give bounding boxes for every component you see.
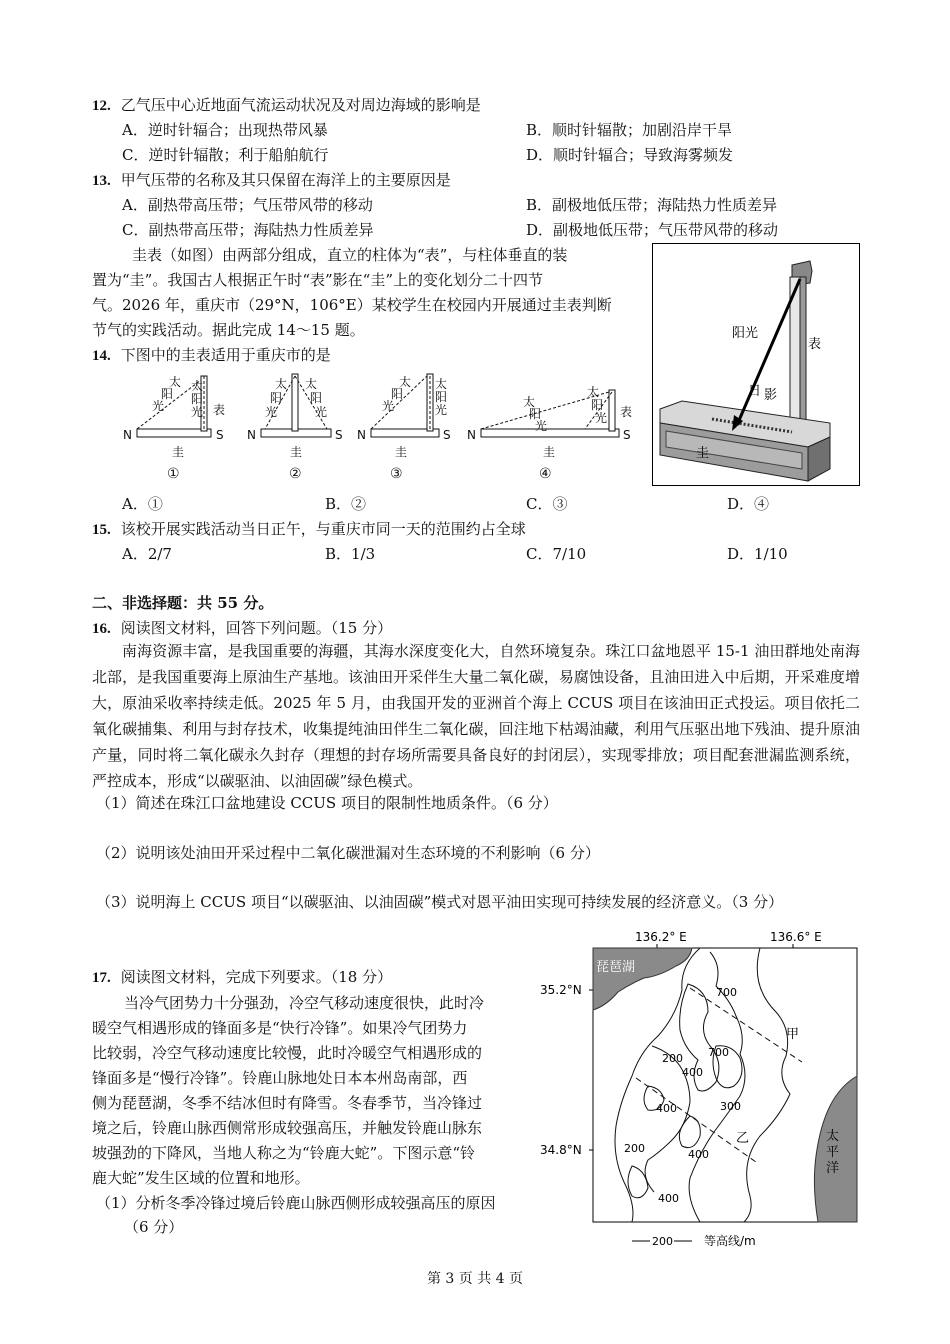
diagram-4 bbox=[467, 384, 632, 482]
svg-text:太: 太 bbox=[399, 375, 412, 389]
lat-label-1: 35.2°N bbox=[540, 983, 582, 997]
q12-option-b: B．顺时针辐散；加剧沿岸干旱 bbox=[526, 121, 733, 139]
q12-option-d: D．顺时针辐合；导致海雾频发 bbox=[526, 146, 734, 164]
q14-diagrams bbox=[115, 366, 650, 488]
q14-number: 14. bbox=[92, 348, 111, 364]
page-footer: 第 3 页 共 4 页 bbox=[426, 1271, 524, 1287]
svg-text:300: 300 bbox=[720, 1100, 741, 1113]
svg-text:太: 太 bbox=[169, 375, 182, 389]
svg-text:光: 光 bbox=[595, 411, 608, 425]
svg-text:等高线/m: 等高线/m bbox=[704, 1234, 756, 1248]
diagram-label-2: ② bbox=[289, 466, 302, 482]
svg-text:阳: 阳 bbox=[270, 391, 283, 405]
svg-text:N: N bbox=[123, 428, 132, 442]
q17-material-line-8: 鹿大蛇”发生区域的位置和地形。 bbox=[92, 1169, 310, 1187]
svg-text:200: 200 bbox=[652, 1235, 673, 1248]
lon-label-2: 136.6° E bbox=[770, 930, 822, 944]
q15-option-b: B．1/3 bbox=[325, 545, 376, 563]
svg-text:阳: 阳 bbox=[435, 390, 448, 404]
svg-text:阳: 阳 bbox=[191, 392, 204, 406]
svg-text:阳: 阳 bbox=[591, 398, 604, 412]
q16-sub-1: （1）简述在珠江口盆地建设 CCUS 项目的限制性地质条件。（6 分） bbox=[96, 794, 558, 812]
q12-option-c: C．逆时针辐散；利于船舶航行 bbox=[122, 146, 329, 164]
svg-text:200: 200 bbox=[624, 1142, 645, 1155]
q13-option-c: C．副热带高压带；海陆热力性质差异 bbox=[122, 221, 374, 239]
guibiao-intro-line-1: 圭表（如图）由两部分组成，直立的柱体为“表”，与柱体垂直的装 bbox=[132, 246, 568, 264]
q14-text: 下图中的圭表适用于重庆市的是 bbox=[120, 346, 331, 364]
guibiao-intro-line-3: 气。2026 年，重庆市（29°N，106°E）某校学生在校园内开展通过圭表判断 bbox=[92, 296, 612, 314]
q13-text: 甲气压带的名称及其只保留在海洋上的主要原因是 bbox=[120, 171, 451, 189]
gui-label: 圭 bbox=[696, 446, 710, 461]
q15-option-a: A．2/7 bbox=[122, 545, 172, 563]
svg-text:圭: 圭 bbox=[395, 445, 408, 459]
svg-text:表: 表 bbox=[213, 403, 226, 417]
q13-option-d: D．副极地低压带；气压带风带的移动 bbox=[526, 221, 779, 239]
svg-text:S: S bbox=[216, 428, 224, 442]
svg-text:400: 400 bbox=[656, 1102, 677, 1115]
q16-stem bbox=[92, 617, 392, 638]
q14-option-b: B．② bbox=[325, 495, 367, 513]
svg-text:圭: 圭 bbox=[172, 445, 185, 459]
q17-material-line-2: 暖空气相遇形成的锋面多是“快行冷锋”。如果冷气团势力 bbox=[92, 1019, 468, 1037]
guibiao-figure bbox=[652, 243, 860, 486]
q17-material-line-4: 锋面多是“慢行冷锋”。铃鹿山脉地处日本本州岛南部，西 bbox=[92, 1069, 468, 1087]
lat-label-2: 34.8°N bbox=[540, 1143, 582, 1157]
q15-option-c: C．7/10 bbox=[526, 545, 587, 563]
svg-text:圭: 圭 bbox=[543, 445, 556, 459]
jia-label: 甲 bbox=[786, 1027, 800, 1042]
svg-text:光: 光 bbox=[435, 403, 448, 417]
yi-label: 乙 bbox=[736, 1131, 750, 1146]
q14-stem bbox=[92, 344, 331, 365]
svg-text:阳: 阳 bbox=[529, 407, 542, 421]
svg-text:S: S bbox=[623, 428, 631, 442]
q12-text: 乙气压中心近地面气流运动状况及对周边海域的影响是 bbox=[120, 96, 481, 114]
q15-option-d: D．1/10 bbox=[727, 545, 788, 563]
svg-text:N: N bbox=[357, 428, 366, 442]
svg-text:光: 光 bbox=[152, 399, 165, 413]
svg-text:阳: 阳 bbox=[391, 387, 404, 401]
lon-label-1: 136.2° E bbox=[635, 930, 687, 944]
q14-option-d: D．④ bbox=[727, 495, 770, 513]
svg-text:S: S bbox=[335, 428, 343, 442]
q14-option-c: C．③ bbox=[526, 495, 568, 513]
svg-text:700: 700 bbox=[708, 1046, 729, 1059]
q15-number: 15. bbox=[92, 522, 111, 538]
q16-material: 南海资源丰富，是我国重要的海疆，其海水深度变化大，自然环境复杂。珠江口盆地恩平 15-1 油田群地处南海北部，是我国重要海上原油生产基地。该油田开采伴生大量二氧化碳，易腐蚀设备，且油田进入中后期，开采难度增大，原油采收率持续走低。2025 年 5 月，由我国开发的亚洲首个海上 CCUS 项目在该油田正式投运。项目依托二氧化碳捕集、利用与封存技术，收集提纯油田伴生二氧化碳，回注地下枯竭油藏，利用气压驱出地下残油、提升原油产量，同时将二氧化碳永久封存（理想的封存场所需要具备良好的封闭层），实现零排放；项目配套泄漏监测系统，严控成本，形成“以碳驱油、以油固碳”绿色模式。 bbox=[92, 642, 860, 790]
guibiao-intro-line-2: 置为“圭”。我国古人根据正午时“表”影在“圭”上的变化划分二十四节 bbox=[92, 271, 544, 289]
q16-sub-3: （3）说明海上 CCUS 项目“以碳驱油、以油固碳”模式对恩平油田实现可持续发展的经济意义。（3 分） bbox=[96, 893, 784, 911]
svg-text:阳: 阳 bbox=[161, 387, 174, 401]
map-legend bbox=[632, 1233, 756, 1248]
svg-text:光: 光 bbox=[191, 405, 204, 419]
svg-text:表: 表 bbox=[620, 405, 633, 419]
q13-option-b: B．副极地低压带；海陆热力性质差异 bbox=[526, 196, 778, 214]
suzuka-map bbox=[540, 926, 865, 1250]
q17-material-line-1: 当冷气团势力十分强劲，冷空气移动速度很快，此时冷 bbox=[124, 994, 485, 1012]
svg-text:N: N bbox=[467, 428, 476, 442]
diagram-1 bbox=[123, 374, 225, 482]
lake-label: 琵琶湖 bbox=[596, 960, 636, 975]
svg-text:700: 700 bbox=[716, 986, 737, 999]
svg-text:太: 太 bbox=[191, 379, 204, 393]
guibiao-intro-line-4: 节气的实践活动。据此完成 14～15 题。 bbox=[92, 321, 365, 339]
q17-text: 阅读图文材料，完成下列要求。（18 分） bbox=[120, 968, 393, 986]
q13-number: 13. bbox=[92, 173, 111, 189]
q17-material-line-3: 比较弱，冷空气移动速度比较慢，此时冷暖空气相遇形成的 bbox=[92, 1044, 483, 1062]
q15-text: 该校开展实践活动当日正午，与重庆市同一天的范围约占全球 bbox=[120, 520, 526, 538]
svg-text:400: 400 bbox=[658, 1192, 679, 1205]
sunlight-label: 阳光 bbox=[732, 326, 759, 341]
svg-text:光: 光 bbox=[382, 399, 395, 413]
ying-label: 影 bbox=[764, 388, 778, 403]
q12-option-a: A．逆时针辐合；出现热带风暴 bbox=[122, 121, 328, 139]
svg-text:光: 光 bbox=[315, 405, 328, 419]
q17-sub-1: （1）分析冬季冷锋过境后铃鹿山脉西侧形成较强高压的原因 bbox=[96, 1194, 496, 1212]
q16-text: 阅读图文材料，回答下列问题。（15 分） bbox=[120, 619, 393, 637]
svg-text:N: N bbox=[247, 428, 256, 442]
q13-stem bbox=[92, 169, 451, 190]
svg-text:200: 200 bbox=[662, 1052, 683, 1065]
q17-material-line-5: 侧为琵琶湖，冬季不结冰但时有降雪。冬春季节，当冷锋过 bbox=[92, 1094, 483, 1112]
svg-text:太: 太 bbox=[305, 377, 318, 391]
ocean-char-2: 平 bbox=[826, 1145, 840, 1160]
ocean-char-3: 洋 bbox=[826, 1161, 840, 1176]
svg-text:太: 太 bbox=[275, 377, 288, 391]
q17-material-line-7: 坡强劲的下降风，当地人称之为“铃鹿大蛇”。下图示意“铃 bbox=[92, 1144, 476, 1162]
q13-option-a: A．副热带高压带；气压带风带的移动 bbox=[122, 196, 373, 214]
diagram-label-1: ① bbox=[167, 466, 180, 482]
q15-stem bbox=[92, 518, 526, 539]
diagram-2 bbox=[247, 374, 343, 482]
section-2-heading: 二、非选择题：共 55 分。 bbox=[92, 594, 274, 612]
diagram-label-4: ④ bbox=[539, 466, 552, 482]
svg-text:光: 光 bbox=[535, 419, 548, 433]
svg-text:400: 400 bbox=[688, 1148, 709, 1161]
q17-material-line-6: 境之后，铃鹿山脉西侧常形成较强高压，并触发铃鹿山脉东 bbox=[92, 1119, 483, 1137]
ocean-char-1: 太 bbox=[826, 1129, 840, 1144]
svg-text:太: 太 bbox=[523, 395, 536, 409]
diagram-3 bbox=[357, 374, 451, 482]
q17-number: 17. bbox=[92, 970, 111, 986]
svg-text:阳: 阳 bbox=[310, 391, 323, 405]
svg-text:400: 400 bbox=[682, 1066, 703, 1079]
svg-text:S: S bbox=[443, 428, 451, 442]
svg-text:圭: 圭 bbox=[290, 445, 303, 459]
biao-label: 表 bbox=[808, 337, 822, 352]
q17-sub-1-score: （6 分） bbox=[124, 1218, 184, 1236]
svg-text:太: 太 bbox=[587, 385, 600, 399]
svg-text:光: 光 bbox=[265, 405, 278, 419]
q16-sub-2: （2）说明该处油田开采过程中二氧化碳泄漏对生态环境的不利影响（6 分） bbox=[96, 844, 600, 862]
q17-stem bbox=[92, 966, 392, 987]
q16-number: 16. bbox=[92, 621, 111, 637]
ri-label: 日 bbox=[748, 384, 762, 399]
diagram-label-3: ③ bbox=[390, 466, 403, 482]
q12-stem bbox=[92, 94, 481, 115]
q12-number: 12. bbox=[92, 98, 111, 114]
q14-option-a: A．① bbox=[122, 495, 163, 513]
svg-text:太: 太 bbox=[435, 377, 448, 391]
